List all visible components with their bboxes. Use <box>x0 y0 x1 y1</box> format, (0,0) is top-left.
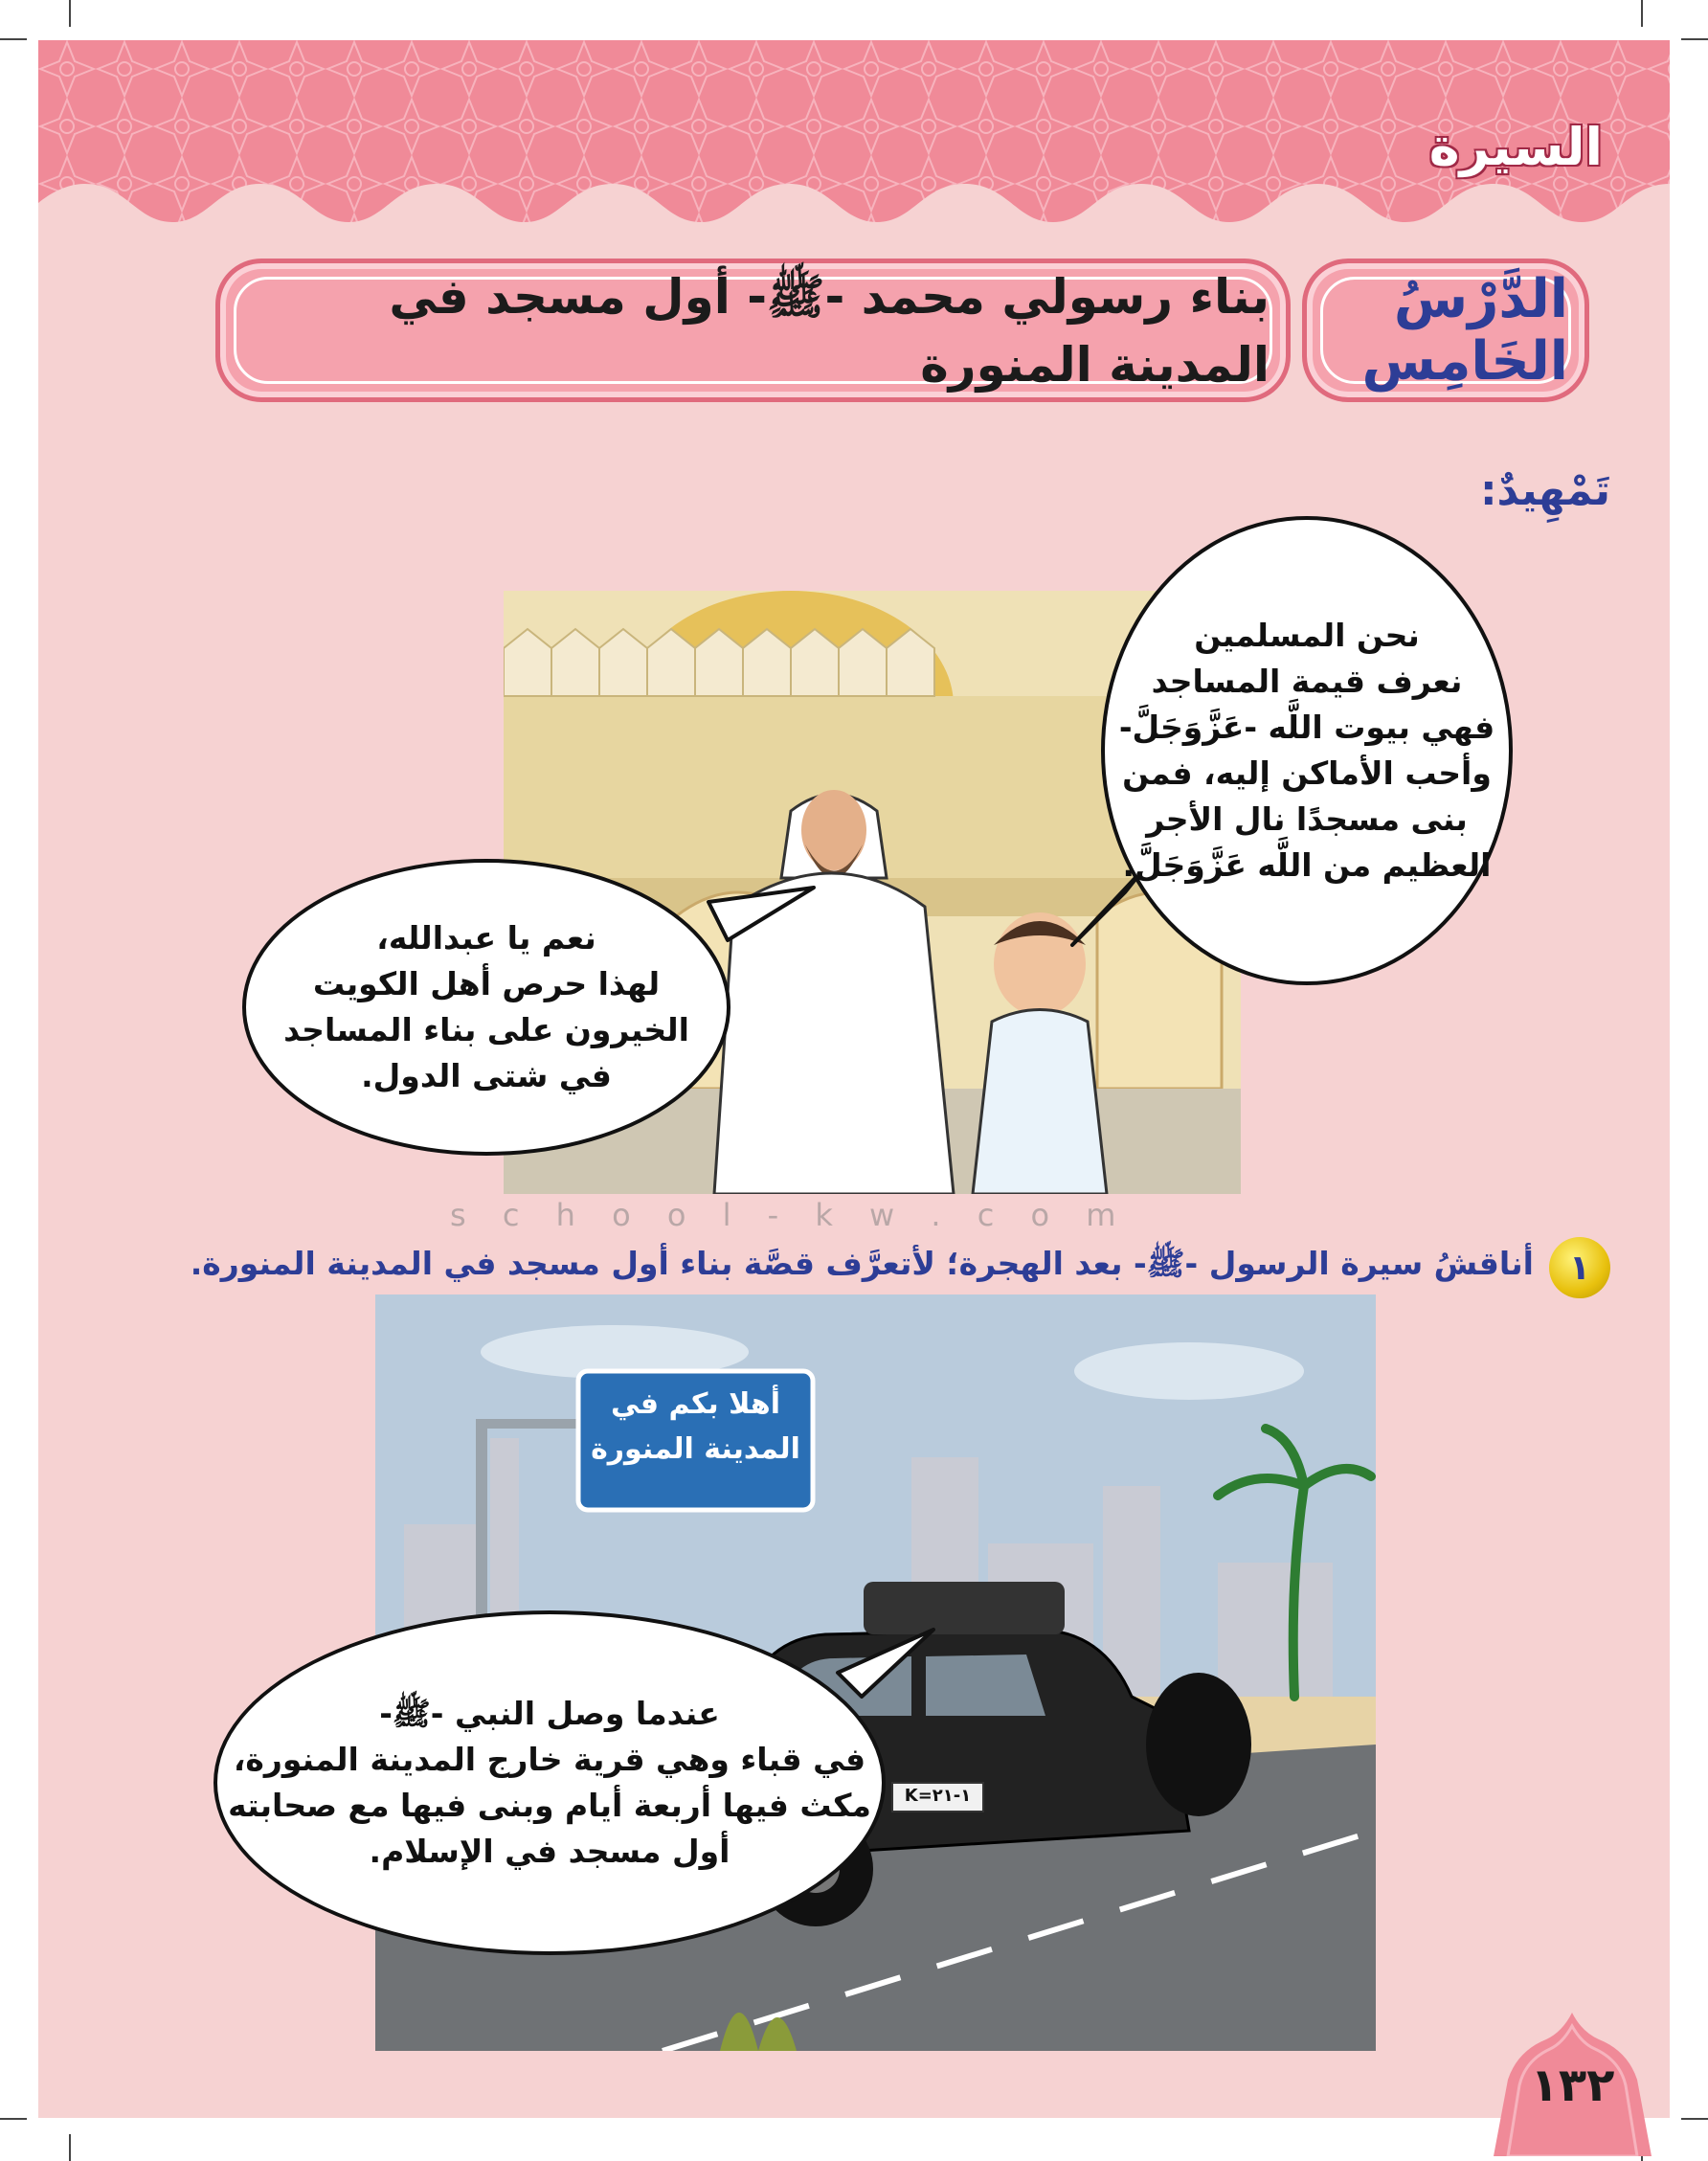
lesson-title: بناء رسولي محمد -ﷺ- أول مسجد في المدينة المنورة <box>389 269 1270 393</box>
textbook-page <box>38 40 1670 2118</box>
page-number: ١٣٢ <box>1530 2059 1615 2112</box>
activity-step <box>191 1237 1610 1298</box>
father-speech-text: نعم يا عبدالله، لهذا حرص أهل الكويت الخيرون على بناء المساجد في شتى الدول. <box>283 919 689 1094</box>
crop-mark <box>1681 38 1708 40</box>
decorative-banner <box>38 40 1670 232</box>
boy-speech-text: نحن المسلمين نعرف قيمة المساجد فهي بيوت اللَّه -عَزَّوَجَلَّ- وأحب الأماكن إليه، فمن بنى مسجدًا نال الأجر العظيم من اللَّه عَزَّوَجَلَّ. <box>1118 617 1495 884</box>
road-sign-line-2: المدينة المنورة <box>591 1431 800 1466</box>
crop-mark <box>69 2134 71 2161</box>
crop-mark <box>0 2118 27 2120</box>
narration-text: عندما وصل النبي -ﷺ- في قباء وهي قرية خارج المدينة المنورة، مكث فيها أربعة أيام وبنى فيها مع صحابته أول مسجد في الإسلام. <box>228 1695 871 1870</box>
car-plate: K=١-٢١ <box>904 1786 972 1806</box>
crop-mark <box>1641 0 1643 27</box>
step-number-badge: ١ <box>1549 1237 1610 1298</box>
father-speech-bubble <box>242 859 730 1156</box>
crop-mark <box>0 38 27 40</box>
lesson-number: الدَّرْسُ الخَامِس <box>1361 268 1568 393</box>
bubble-tail <box>704 883 819 969</box>
watermark-text: s c h o o l - k w . c o m <box>450 1197 1130 1233</box>
section-title: السيرة <box>1428 117 1603 177</box>
prelude-heading: تَمْهِيدٌ: <box>1479 466 1610 515</box>
page-number-ornament <box>1494 2013 1652 2156</box>
activity-instruction: أناقشُ سيرة الرسول -ﷺ- بعد الهجرة؛ لأتعرَّف قصَّة بناء أول مسجد في المدينة المنورة. <box>190 1245 1534 1282</box>
narration-speech-bubble <box>214 1610 886 1955</box>
crop-mark <box>1681 2118 1708 2120</box>
lesson-title-frame <box>215 259 1291 402</box>
boy-speech-bubble <box>1101 516 1513 985</box>
road-sign-line-1: أهلا بكم في <box>611 1387 780 1421</box>
lesson-header <box>215 259 1589 402</box>
crop-mark <box>69 0 71 27</box>
road-sign-text <box>578 1383 813 1472</box>
lesson-number-frame <box>1302 259 1589 402</box>
